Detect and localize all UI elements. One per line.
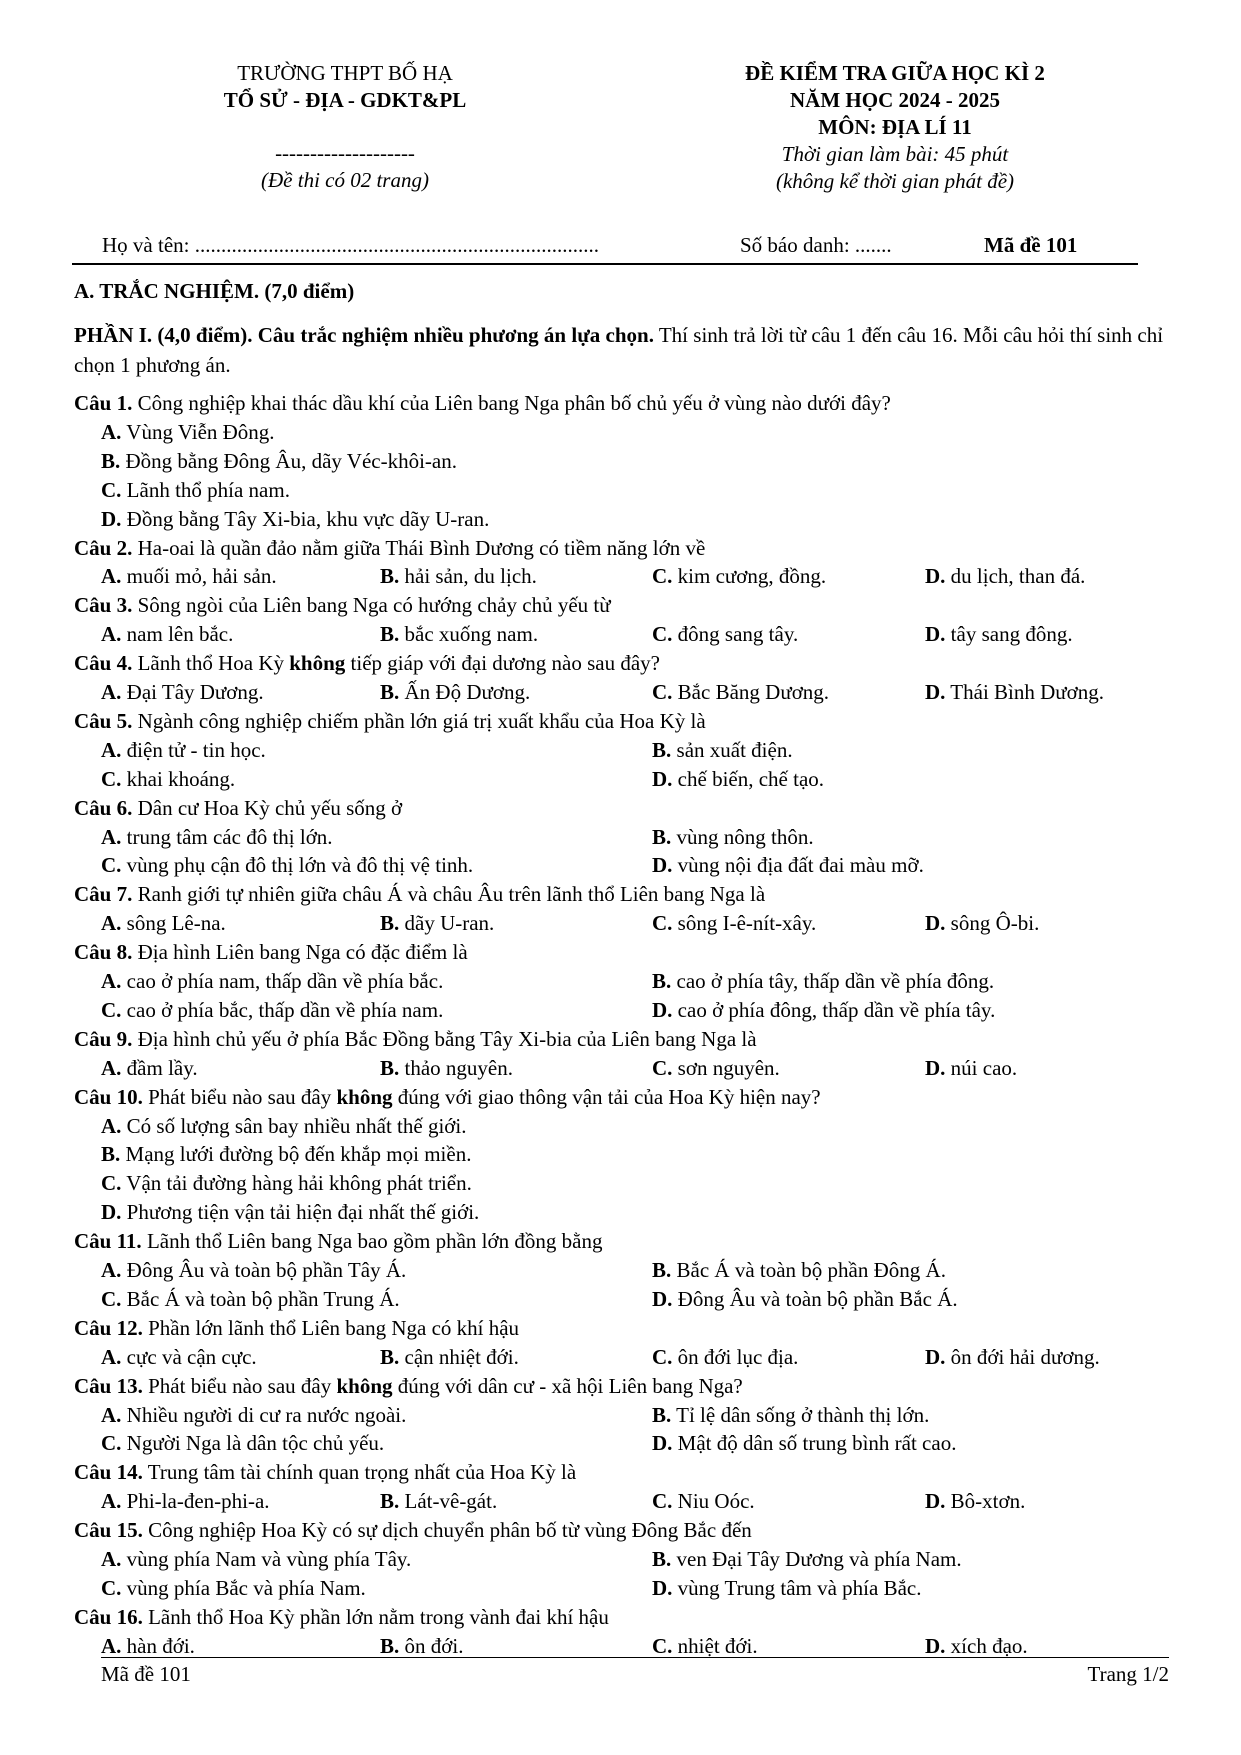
option-d [925, 622, 1073, 647]
option-c [652, 911, 816, 936]
option-text: Tỉ lệ dân sống ở thành thị lớn. [671, 1402, 930, 1427]
question-11 [74, 1229, 602, 1254]
option-b [380, 680, 530, 705]
option-text: du lịch, than đá. [945, 564, 1086, 589]
option-a [101, 564, 277, 589]
option-d [925, 911, 1039, 936]
option-text: Có số lượng sân bay nhiều nhất thế giới. [121, 1113, 467, 1138]
option-letter: B. [652, 969, 672, 993]
option-letter: A. [101, 1547, 122, 1571]
question-emphasis: không [289, 651, 346, 676]
option-text: núi cao. [945, 1055, 1018, 1080]
option-d [925, 1634, 1028, 1659]
question-text: Lãnh thổ Liên bang Nga bao gồm phần lớn đồng bằng [141, 1229, 603, 1254]
option-text: Mật độ dân số trung bình rất cao. [672, 1431, 957, 1456]
option-letter: B. [380, 911, 400, 936]
option-a [101, 911, 226, 936]
part-text: Thí sinh trả lời từ câu 1 đến câu 16. Mỗi câu hỏi thí sinh chỉ chọn 1 phương án. [74, 323, 1164, 377]
option-letter: A. [101, 564, 122, 589]
option-d [652, 767, 824, 792]
option-d [925, 1345, 1100, 1370]
option-a [101, 738, 266, 763]
question-10 [74, 1085, 821, 1110]
candidate-name-field[interactable]: Họ và tên: ............................................................................. [102, 233, 599, 257]
question-3 [74, 593, 611, 618]
question-number: Câu 9. [74, 1026, 133, 1051]
option-text: vùng phía Bắc và phía Nam. [121, 1575, 366, 1600]
option-letter: D. [101, 506, 122, 531]
question-number: Câu 13. [74, 1373, 143, 1398]
option-c [101, 1287, 400, 1312]
option-letter: D. [925, 1489, 946, 1514]
option-letter: D. [925, 911, 946, 936]
question-15 [74, 1518, 752, 1543]
option-letter: D. [652, 997, 673, 1022]
question-text-end: đúng với giao thông vận tải của Hoa Kỳ hiện nay? [392, 1084, 821, 1109]
option-text: đông sang tây. [672, 622, 799, 647]
option-text: Nhiều người di cư ra nước ngoài. [121, 1402, 407, 1427]
school-header [150, 60, 540, 194]
question-2 [74, 536, 705, 561]
option-d [925, 564, 1085, 589]
question-7 [74, 882, 765, 907]
option-text: Đồng bằng Tây Xi-bia, khu vực dãy U-ran. [121, 506, 490, 531]
option-text: điện tử - tin học. [121, 737, 266, 762]
question-6 [74, 796, 402, 821]
question-9 [74, 1027, 757, 1052]
question-emphasis: không [336, 1373, 393, 1398]
question-text: Phần lớn lãnh thổ Liên bang Nga có khí hậu [142, 1315, 520, 1340]
option-a [101, 1489, 270, 1514]
question-text: Sông ngòi của Liên bang Nga có hướng chảy chủ yếu từ [132, 593, 611, 618]
option-text: hải sản, du lịch. [399, 564, 537, 589]
option-letter: C. [652, 911, 673, 936]
duration: Thời gian làm bài: 45 phút [781, 142, 1009, 166]
option-d [925, 680, 1104, 705]
question-14 [74, 1460, 576, 1485]
option-text: vùng Trung tâm và phía Bắc. [672, 1575, 922, 1600]
question-5 [74, 709, 706, 734]
option-letter: A. [101, 622, 122, 647]
option-letter: D. [925, 1344, 946, 1369]
option-text: bắc xuống nam. [399, 622, 539, 647]
option-letter: C. [652, 680, 673, 704]
option-text: thảo nguyên. [399, 1055, 513, 1080]
option-letter: B. [652, 737, 672, 762]
question-text: Dân cư Hoa Kỳ chủ yếu sống ở [132, 795, 403, 820]
option-text: Đông Âu và toàn bộ phần Tây Á. [121, 1258, 407, 1282]
question-number: Câu 11. [74, 1229, 142, 1254]
option-letter: C. [101, 1286, 122, 1311]
question-number: Câu 5. [74, 708, 133, 733]
question-number: Câu 12. [74, 1315, 143, 1340]
question-emphasis: không [336, 1084, 393, 1109]
option-text: vùng nông thôn. [671, 824, 814, 849]
option-text: đầm lầy. [121, 1055, 198, 1080]
option-letter: A. [101, 1055, 122, 1080]
option-b [380, 622, 538, 647]
option-text: sông Lê-na. [121, 911, 226, 936]
option-b [380, 1634, 463, 1659]
page-footer [101, 1657, 1169, 1686]
question-number: Câu 4. [74, 651, 133, 676]
option-letter: A. [101, 737, 122, 762]
option-text: sông Ô-bi. [945, 911, 1040, 936]
option-text: cận nhiệt đới. [399, 1344, 519, 1369]
separator-dashes: -------------------- [275, 141, 415, 165]
option-c [652, 1489, 755, 1514]
option-text: nam lên bắc. [121, 622, 234, 647]
option-letter: B. [380, 1055, 400, 1080]
question-1 [74, 391, 891, 416]
option-letter: B. [380, 680, 400, 704]
question-text-end: đúng với dân cư - xã hội Liên bang Nga? [392, 1373, 743, 1398]
option-b [380, 1056, 513, 1081]
option-text: Phương tiện vận tải hiện đại nhất thế giới. [121, 1200, 480, 1225]
question-text: Ngành công nghiệp chiếm phần lớn giá trị xuất khẩu của Hoa Kỳ là [132, 708, 706, 733]
option-b [652, 1258, 946, 1283]
option-text: Bắc Á và toàn bộ phần Đông Á. [671, 1258, 946, 1282]
question-number: Câu 14. [74, 1460, 143, 1485]
option-text: sông I-ê-nít-xây. [672, 911, 817, 936]
option-letter: C. [101, 477, 122, 502]
option-text: Bắc Băng Dương. [672, 680, 830, 704]
option-letter: A. [101, 1344, 122, 1369]
option-b [101, 449, 457, 474]
question-number: Câu 2. [74, 535, 133, 560]
option-c [101, 478, 290, 503]
option-d [652, 1576, 922, 1601]
option-text: Phi-la-đen-phi-a. [121, 1489, 270, 1514]
option-text: vùng phía Nam và vùng phía Tây. [121, 1547, 412, 1571]
option-text: Mạng lưới đường bộ đến khắp mọi miền. [120, 1142, 472, 1167]
school-year: NĂM HỌC 2024 - 2025 [790, 88, 1000, 112]
option-text: Bắc Á và toàn bộ phần Trung Á. [121, 1286, 400, 1311]
option-letter: A. [101, 1489, 122, 1514]
option-letter: D. [652, 1286, 673, 1311]
option-text: Vận tải đường hàng hải không phát triển. [121, 1171, 472, 1196]
option-text: vùng phụ cận đô thị lớn và đô thị vệ tinh. [121, 853, 474, 878]
footer-code: Mã đề 101 [101, 1662, 191, 1686]
option-c [652, 1056, 780, 1081]
page-number: Trang 1/2 [1087, 1662, 1169, 1686]
option-c [101, 1171, 472, 1196]
option-b [652, 1547, 962, 1572]
option-c [101, 1431, 384, 1456]
option-a [101, 1345, 257, 1370]
option-letter: B. [380, 622, 400, 647]
question-text: Công nghiệp Hoa Kỳ có sự dịch chuyển phân bố từ vùng Đông Bắc đến [142, 1518, 752, 1543]
question-number: Câu 8. [74, 940, 133, 965]
option-letter: B. [380, 1489, 400, 1514]
option-text: cao ở phía đông, thấp dần về phía tây. [672, 997, 996, 1022]
option-text: cao ở phía nam, thấp dần về phía bắc. [121, 969, 444, 993]
option-text: cực và cận cực. [121, 1344, 257, 1369]
duration-note: (không kể thời gian phát đề) [775, 169, 1015, 193]
option-letter: B. [380, 1344, 400, 1369]
question-number: Câu 16. [74, 1604, 143, 1629]
option-b [652, 825, 814, 850]
option-letter: A. [101, 911, 122, 936]
question-text-end: tiếp giáp với đại dương nào sau đây? [345, 651, 660, 676]
option-b [652, 969, 994, 994]
option-letter: D. [652, 1431, 673, 1456]
option-b [380, 1345, 519, 1370]
option-d [652, 853, 924, 878]
option-a [101, 1258, 406, 1283]
option-letter: C. [101, 766, 122, 791]
option-letter: C. [652, 622, 673, 647]
option-letter: A. [101, 969, 122, 993]
option-letter: D. [101, 1200, 122, 1225]
option-text: Lãnh thổ phía nam. [121, 477, 290, 502]
option-text: ôn đới. [399, 1633, 464, 1658]
option-letter: D. [925, 1055, 946, 1080]
question-text: Phát biểu nào sau đây [142, 1084, 337, 1109]
option-letter: D. [925, 564, 946, 589]
option-letter: D. [925, 1633, 946, 1658]
section-title: A. TRẮC NGHIỆM. (7,0 điểm) [74, 279, 355, 303]
exam-header [680, 60, 1110, 195]
option-text: hàn đới. [121, 1633, 195, 1658]
option-letter: C. [652, 1489, 673, 1514]
option-d [652, 998, 995, 1023]
option-c [101, 767, 235, 792]
option-text: chế biến, chế tạo. [672, 766, 825, 791]
option-letter: D. [925, 622, 946, 647]
option-b [652, 738, 793, 763]
question-number: Câu 10. [74, 1084, 143, 1109]
option-text: cao ở phía bắc, thấp dần về phía nam. [121, 997, 444, 1022]
option-a [101, 1056, 198, 1081]
option-c [101, 998, 443, 1023]
option-text: dãy U-ran. [399, 911, 495, 936]
candidate-id-field[interactable]: Số báo danh: ....... [740, 233, 892, 257]
option-text: kim cương, đồng. [672, 564, 827, 589]
question-number: Câu 1. [74, 391, 133, 415]
option-c [652, 680, 829, 705]
question-text: Lãnh thổ Hoa Kỳ phần lớn nằm trong vành đai khí hậu [142, 1604, 609, 1629]
option-text: trung tâm các đô thị lớn. [121, 824, 333, 849]
option-letter: D. [652, 1575, 673, 1600]
option-c [652, 622, 798, 647]
option-letter: A. [101, 680, 122, 704]
option-a [101, 420, 275, 445]
option-text: Đông Âu và toàn bộ phần Bắc Á. [672, 1286, 958, 1311]
option-text: ven Đại Tây Dương và phía Nam. [671, 1547, 962, 1571]
question-number: Câu 7. [74, 882, 133, 907]
option-letter: A. [101, 1633, 122, 1658]
option-b [652, 1403, 929, 1428]
option-text: nhiệt đới. [672, 1633, 758, 1658]
option-letter: D. [652, 766, 673, 791]
option-c [101, 1576, 366, 1601]
option-d [925, 1489, 1025, 1514]
option-text: Lát-vê-gát. [399, 1489, 498, 1514]
school-name: TRƯỜNG THPT BỐ HẠ [237, 61, 453, 85]
exam-code: Mã đề 101 [984, 233, 1078, 257]
option-text: Vùng Viễn Đông. [121, 419, 275, 444]
question-number: Câu 15. [74, 1518, 143, 1543]
option-b [380, 911, 494, 936]
option-text: Đồng bằng Đông Âu, dãy Véc-khôi-an. [120, 448, 457, 473]
option-text: Người Nga là dân tộc chủ yếu. [121, 1431, 385, 1456]
option-d [652, 1431, 956, 1456]
question-4 [74, 651, 660, 676]
question-text: Lãnh thổ Hoa Kỳ [132, 651, 290, 676]
question-text: Địa hình chủ yếu ở phía Bắc Đồng bằng Tây Xi-bia của Liên bang Nga là [132, 1026, 757, 1051]
option-letter: A. [101, 1113, 122, 1138]
candidate-line [72, 231, 1138, 265]
option-letter: A. [101, 824, 122, 849]
option-letter: C. [652, 1633, 673, 1658]
option-letter: B. [652, 1402, 672, 1427]
option-text: Niu Oóc. [672, 1489, 755, 1514]
option-text: sản xuất điện. [671, 737, 793, 762]
option-text: cao ở phía tây, thấp dần về phía đông. [671, 969, 995, 993]
option-text: sơn nguyên. [672, 1055, 780, 1080]
question-12 [74, 1316, 519, 1341]
question-8 [74, 940, 468, 965]
option-text: tây sang đông. [945, 622, 1073, 647]
option-letter: C. [101, 853, 122, 878]
option-d [925, 1056, 1017, 1081]
option-letter: C. [652, 1055, 673, 1080]
department-name: TỔ SỬ - ĐỊA - GDKT&PL [223, 88, 467, 112]
option-letter: A. [101, 419, 122, 444]
option-a [101, 1403, 406, 1428]
option-a [101, 969, 443, 994]
option-c [652, 564, 826, 589]
question-text: Địa hình Liên bang Nga có đặc điểm là [132, 940, 468, 965]
question-13 [74, 1374, 743, 1399]
option-a [101, 622, 233, 647]
option-letter: C. [652, 564, 673, 589]
option-letter: C. [652, 1344, 673, 1369]
option-text: vùng nội địa đất đai màu mỡ. [672, 853, 924, 878]
question-number: Câu 3. [74, 593, 133, 618]
option-text: Ấn Độ Dương. [399, 680, 531, 704]
option-text: xích đạo. [945, 1633, 1028, 1658]
option-a [101, 1547, 411, 1572]
option-letter: D. [652, 853, 673, 878]
option-text: Đại Tây Dương. [121, 680, 264, 704]
option-text: Thái Bình Dương. [945, 680, 1105, 704]
option-a [101, 825, 333, 850]
option-b [101, 1142, 471, 1167]
option-a [101, 1634, 195, 1659]
option-letter: B. [380, 1633, 400, 1658]
question-text: Công nghiệp khai thác dầu khí của Liên bang Nga phân bố chủ yếu ở vùng nào dưới đây? [132, 391, 891, 415]
option-b [380, 1489, 497, 1514]
option-letter: C. [101, 1431, 122, 1456]
question-number: Câu 6. [74, 795, 133, 820]
exam-title: ĐỀ KIỂM TRA GIỮA HỌC KÌ 2 [745, 61, 1045, 85]
option-text: ôn đới hải dương. [945, 1344, 1100, 1369]
question-text: Ranh giới tự nhiên giữa châu Á và châu Âu trên lãnh thổ Liên bang Nga là [132, 882, 766, 907]
option-c [101, 853, 473, 878]
option-letter: C. [101, 1575, 122, 1600]
part-instruction [74, 320, 1194, 380]
option-text: khai khoáng. [121, 766, 236, 791]
subject: MÔN: ĐỊA LÍ 11 [818, 115, 972, 139]
question-text: Trung tâm tài chính quan trọng nhất của Hoa Kỳ là [142, 1460, 577, 1485]
option-letter: A. [101, 1402, 122, 1427]
option-letter: B. [652, 824, 672, 849]
option-letter: B. [652, 1258, 672, 1282]
option-letter: B. [101, 448, 121, 473]
option-letter: B. [380, 564, 400, 589]
question-text: Phát biểu nào sau đây [142, 1373, 337, 1398]
option-a [101, 680, 264, 705]
option-letter: C. [101, 1171, 122, 1196]
option-c [652, 1345, 798, 1370]
option-letter: C. [101, 997, 122, 1022]
option-b [380, 564, 537, 589]
option-letter: B. [101, 1142, 121, 1167]
option-d [652, 1287, 958, 1312]
option-letter: B. [652, 1547, 672, 1571]
option-text: ôn đới lục địa. [672, 1344, 799, 1369]
question-text: Ha-oai là quần đảo nằm giữa Thái Bình Dương có tiềm năng lớn về [132, 535, 706, 560]
option-text: muối mỏ, hải sản. [121, 564, 277, 589]
option-c [652, 1634, 758, 1659]
question-16 [74, 1605, 609, 1630]
option-text: Bô-xtơn. [945, 1489, 1026, 1514]
part-title: PHẦN I. (4,0 điểm). Câu trắc nghiệm nhiều phương án lựa chọn. [74, 323, 654, 347]
option-letter: A. [101, 1258, 122, 1282]
option-letter: D. [925, 680, 946, 704]
pages-note: (Đề thi có 02 trang) [261, 168, 429, 192]
option-d [101, 507, 489, 532]
option-a [101, 1114, 466, 1139]
option-d [101, 1200, 479, 1225]
